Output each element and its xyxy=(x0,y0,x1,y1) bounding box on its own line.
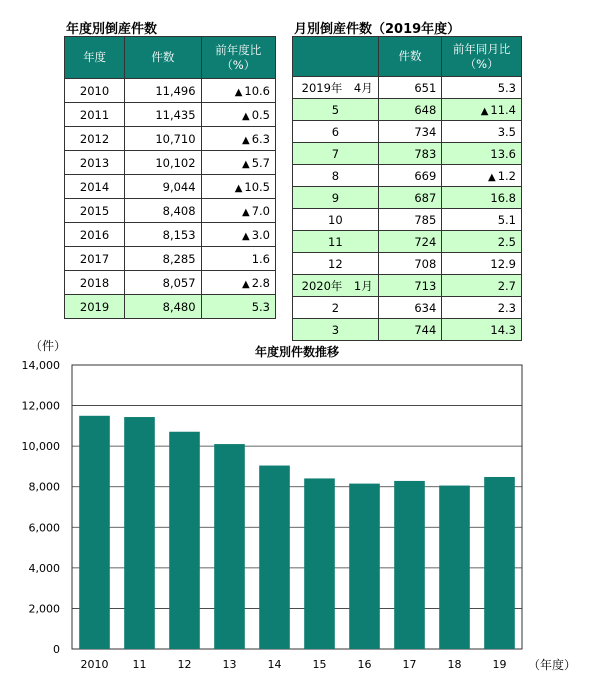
table-row xyxy=(65,127,276,151)
bar-15 xyxy=(304,478,335,649)
count-cell: 785 xyxy=(378,209,442,231)
x-tick-label: 18 xyxy=(447,658,462,671)
change-value: 0.5 xyxy=(251,107,270,122)
period-cell: 5 xyxy=(293,99,379,121)
period-cell: 7 xyxy=(293,143,379,165)
y-tick-label: 12,000 xyxy=(21,399,60,413)
count-cell: 10,102 xyxy=(125,151,201,175)
count-cell: 8,057 xyxy=(125,271,201,295)
year-cell: 2018 xyxy=(65,271,125,295)
count-cell: 634 xyxy=(378,297,442,319)
header-change-label: 前年同月比 xyxy=(452,41,511,56)
change-cell xyxy=(201,79,275,103)
change-cell xyxy=(442,253,522,275)
change-value: 5.3 xyxy=(497,80,516,95)
decrease-triangle-icon: ▲ xyxy=(242,158,250,170)
count-cell: 10,710 xyxy=(125,127,201,151)
table-row xyxy=(293,275,522,297)
change-cell xyxy=(442,209,522,231)
header-count: 件数 xyxy=(125,37,201,79)
year-cell: 2010 xyxy=(65,79,125,103)
bar-17 xyxy=(394,481,425,649)
count-cell: 669 xyxy=(378,165,442,187)
period-cell: 12 xyxy=(293,253,379,275)
change-cell xyxy=(442,77,522,99)
period-cell: 3 xyxy=(293,319,379,341)
header-count: 件数 xyxy=(378,37,442,77)
change-value: 10.6 xyxy=(244,83,270,98)
change-cell xyxy=(201,247,275,271)
count-cell: 8,285 xyxy=(125,247,201,271)
change-value: 13.6 xyxy=(490,146,516,161)
count-cell: 744 xyxy=(378,319,442,341)
change-value: 1.6 xyxy=(251,251,270,266)
decrease-triangle-icon: ▲ xyxy=(242,110,250,122)
table-row xyxy=(65,295,276,319)
annual-bankruptcy-table xyxy=(64,36,276,319)
change-value: 2.3 xyxy=(497,300,516,315)
count-cell: 687 xyxy=(378,187,442,209)
change-cell xyxy=(442,275,522,297)
change-value: 5.1 xyxy=(497,212,516,227)
decrease-triangle-icon: ▲ xyxy=(242,206,250,218)
count-cell: 11,435 xyxy=(125,103,201,127)
year-cell: 2011 xyxy=(65,103,125,127)
year-cell: 2016 xyxy=(65,223,125,247)
header-period xyxy=(293,37,379,77)
bar-18 xyxy=(439,486,470,649)
y-tick-label: 10,000 xyxy=(21,440,60,454)
period-cell: 8 xyxy=(293,165,379,187)
chart-title: 年度別件数推移 xyxy=(254,345,340,359)
bar-13 xyxy=(214,444,245,649)
change-value: 3.0 xyxy=(251,227,270,242)
table-row xyxy=(293,165,522,187)
header-change xyxy=(442,37,522,77)
header-change-unit: （%） xyxy=(221,57,256,72)
annual-bar-chart xyxy=(0,338,600,700)
count-cell: 8,480 xyxy=(125,295,201,319)
table-row xyxy=(293,143,522,165)
change-value: 2.8 xyxy=(251,275,270,290)
y-tick-label: 0 xyxy=(53,643,60,656)
count-cell: 708 xyxy=(378,253,442,275)
decrease-triangle-icon: ▲ xyxy=(242,230,250,242)
year-cell: 2019 xyxy=(65,295,125,319)
x-tick-label: 11 xyxy=(132,658,147,671)
change-cell xyxy=(442,165,522,187)
count-cell: 724 xyxy=(378,231,442,253)
table-row xyxy=(293,209,522,231)
change-value: 6.3 xyxy=(251,131,270,146)
period-cell: 10 xyxy=(293,209,379,231)
x-tick-label: 13 xyxy=(222,658,237,671)
bar-12 xyxy=(169,432,200,649)
header-change-label: 前年度比 xyxy=(215,42,262,57)
header-year: 年度 xyxy=(65,37,125,79)
year-cell: 2012 xyxy=(65,127,125,151)
change-value: 14.3 xyxy=(490,322,516,337)
year-cell: 2013 xyxy=(65,151,125,175)
change-value: 2.5 xyxy=(497,234,516,249)
change-cell xyxy=(442,99,522,121)
change-cell xyxy=(442,143,522,165)
bar-19 xyxy=(484,477,515,649)
period-cell: 11 xyxy=(293,231,379,253)
decrease-triangle-icon: ▲ xyxy=(242,134,250,146)
change-value: 5.3 xyxy=(251,299,270,314)
change-value: 16.8 xyxy=(490,190,516,205)
change-cell xyxy=(201,151,275,175)
bar-2010 xyxy=(79,416,110,649)
x-axis-label: （年度） xyxy=(528,658,577,672)
x-tick-label: 14 xyxy=(267,658,282,671)
change-value: 10.5 xyxy=(244,179,270,194)
period-cell: 2020年 1月 xyxy=(293,275,379,297)
change-cell xyxy=(201,223,275,247)
x-tick-label: 2010 xyxy=(80,658,109,671)
table-row xyxy=(293,121,522,143)
x-tick-label: 19 xyxy=(492,658,507,671)
change-cell xyxy=(442,231,522,253)
monthly-table-title: 月別倒産件数（2019年度） xyxy=(294,22,461,37)
period-cell: 2 xyxy=(293,297,379,319)
decrease-triangle-icon: ▲ xyxy=(234,182,243,194)
change-value: 7.0 xyxy=(251,203,270,218)
y-tick-label: 4,000 xyxy=(28,561,60,575)
change-value: 3.5 xyxy=(497,124,516,139)
header-change-unit: （%） xyxy=(464,56,499,71)
change-cell xyxy=(442,297,522,319)
table-row xyxy=(65,247,276,271)
y-tick-label: 2,000 xyxy=(28,602,60,616)
year-cell: 2017 xyxy=(65,247,125,271)
bar-11 xyxy=(124,417,155,649)
change-cell xyxy=(442,187,522,209)
monthly-bankruptcy-table xyxy=(292,36,522,341)
count-cell: 783 xyxy=(378,143,442,165)
count-cell: 648 xyxy=(378,99,442,121)
period-cell: 6 xyxy=(293,121,379,143)
table-row xyxy=(293,231,522,253)
change-cell xyxy=(201,175,275,199)
table-row xyxy=(293,99,522,121)
year-cell: 2015 xyxy=(65,199,125,223)
table-row xyxy=(293,187,522,209)
x-tick-label: 15 xyxy=(312,658,327,671)
count-cell: 9,044 xyxy=(125,175,201,199)
count-cell: 734 xyxy=(378,121,442,143)
annual-table-title: 年度別倒産件数 xyxy=(66,22,158,37)
count-cell: 8,408 xyxy=(125,199,201,223)
table-row xyxy=(293,297,522,319)
table-row xyxy=(65,175,276,199)
decrease-triangle-icon: ▲ xyxy=(242,278,250,290)
x-tick-label: 16 xyxy=(357,658,372,671)
change-value: 1.2 xyxy=(497,168,516,183)
change-cell xyxy=(201,199,275,223)
period-cell: 2019年 4月 xyxy=(293,77,379,99)
y-axis-label: （件） xyxy=(30,339,67,353)
change-value: 11.4 xyxy=(490,102,516,117)
change-value: 2.7 xyxy=(497,278,516,293)
y-tick-label: 6,000 xyxy=(28,521,60,535)
change-value: 5.7 xyxy=(251,155,270,170)
table-row xyxy=(65,199,276,223)
count-cell: 651 xyxy=(378,77,442,99)
decrease-triangle-icon: ▲ xyxy=(234,86,243,98)
change-cell xyxy=(201,295,275,319)
x-tick-label: 17 xyxy=(402,658,417,671)
change-cell xyxy=(201,271,275,295)
period-cell: 9 xyxy=(293,187,379,209)
table-row xyxy=(65,223,276,247)
table-row xyxy=(65,271,276,295)
table-row xyxy=(293,77,522,99)
count-cell: 11,496 xyxy=(125,79,201,103)
header-change xyxy=(201,37,275,79)
table-row xyxy=(65,103,276,127)
table-row xyxy=(65,151,276,175)
y-tick-label: 8,000 xyxy=(28,480,60,494)
y-tick-label: 14,000 xyxy=(21,359,60,372)
count-cell: 8,153 xyxy=(125,223,201,247)
bar-14 xyxy=(259,466,290,649)
year-cell: 2014 xyxy=(65,175,125,199)
change-value: 12.9 xyxy=(490,256,516,271)
decrease-triangle-icon: ▲ xyxy=(480,105,489,117)
count-cell: 713 xyxy=(378,275,442,297)
change-cell xyxy=(201,127,275,151)
bar-16 xyxy=(349,484,380,649)
x-tick-label: 12 xyxy=(177,658,192,671)
change-cell xyxy=(442,121,522,143)
table-row xyxy=(65,79,276,103)
change-cell xyxy=(201,103,275,127)
table-row xyxy=(293,253,522,275)
decrease-triangle-icon: ▲ xyxy=(488,171,496,183)
